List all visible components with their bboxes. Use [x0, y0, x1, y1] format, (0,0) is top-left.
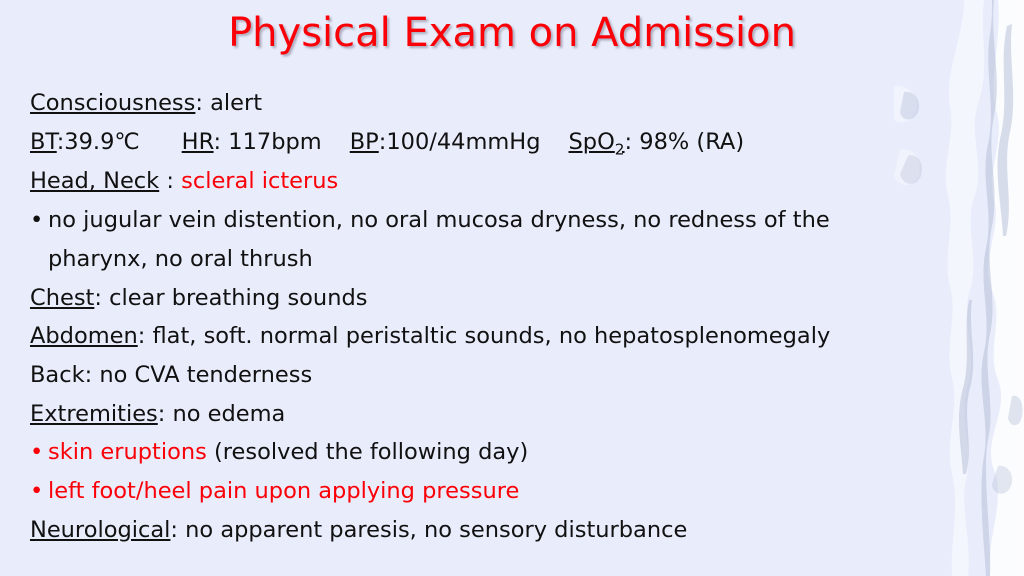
extremities-value: : no edema	[157, 400, 286, 427]
bt-label: BT	[30, 128, 57, 155]
abdomen-value: : flat, soft. normal peristaltic sounds, no hepatosplenomegaly	[137, 323, 831, 350]
spo2-value: : 98% (RA)	[624, 128, 745, 155]
head-neck-separator: :	[159, 168, 182, 195]
spo2-label-subscript: 2	[614, 140, 625, 159]
line-back: Back: no CVA tenderness	[30, 361, 313, 388]
page-title: Physical Exam on Admission	[228, 10, 796, 56]
chest-value: : clear breathing sounds	[94, 284, 368, 311]
line-chest	[30, 279, 980, 318]
head-neck-label: Head, Neck	[30, 168, 160, 195]
neurological-value: : no apparent paresis, no sensory disturbance	[170, 516, 688, 543]
bt-value: :39.9℃	[56, 128, 140, 155]
consciousness-label: Consciousness	[30, 90, 196, 116]
bullet-skin-rest: (resolved the following day)	[206, 439, 529, 466]
line-extremities	[30, 395, 980, 434]
bullet-item-foot-pain	[30, 472, 980, 511]
line-head-neck	[30, 162, 980, 201]
spo2-label	[568, 128, 625, 159]
bullet-airway-text: no jugular vein distention, no oral mucosa dryness, no redness of the pharynx, no oral thrush	[48, 207, 830, 272]
chest-label: Chest	[30, 284, 95, 311]
head-neck-value: scleral icterus	[181, 168, 339, 195]
line-abdomen	[30, 317, 980, 356]
bullet-glyph-icon: •	[30, 439, 44, 466]
consciousness-value: : alert	[195, 90, 263, 116]
hr-label: HR	[181, 128, 214, 155]
bp-value: :100/44mmHg	[378, 128, 541, 155]
spo2-label-text: SpO	[568, 128, 615, 155]
bullet-glyph-icon: •	[30, 477, 44, 504]
extremities-label: Extremities	[30, 400, 158, 427]
bullet-skin-highlight: skin eruptions	[48, 439, 207, 466]
bp-label: BP	[349, 128, 379, 155]
abdomen-label: Abdomen	[30, 323, 138, 350]
bullet-skin-text	[48, 433, 928, 472]
bullet-glyph-icon: •	[30, 207, 44, 234]
bullet-foot-pain-text: left foot/heel pain upon applying pressure	[48, 477, 520, 504]
line-neurological	[30, 511, 980, 550]
exam-findings-list	[30, 84, 980, 549]
bullet-item-airway	[30, 201, 980, 278]
line-consciousness	[30, 84, 980, 123]
hr-value: : 117bpm	[213, 128, 322, 155]
bullet-item-skin	[30, 433, 980, 472]
neurological-label: Neurological	[30, 516, 171, 543]
line-vitals	[30, 123, 980, 163]
